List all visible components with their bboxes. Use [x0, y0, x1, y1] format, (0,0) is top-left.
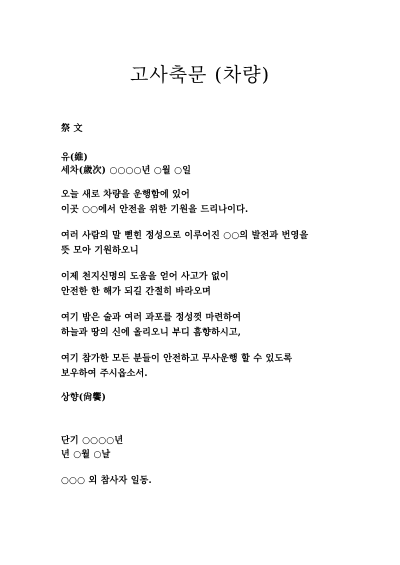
document-line: 단기 ○○○○년 — [61, 436, 124, 446]
document-line: 세차(歲次) ○○○○년 ○월 ○일 — [61, 166, 192, 176]
document-line: ○○○ 외 참사자 일동. — [61, 476, 152, 486]
document-line: 년 ○월 ○날 — [61, 450, 111, 460]
document-line: 하늘과 땅의 신에 올리오니 부디 흠향하시고, — [61, 328, 242, 338]
document-line: 상향(尙饗) — [61, 393, 107, 403]
document-line: 오늘 새로 차량을 운행함에 있어 — [61, 190, 190, 200]
document-line: 유(維) — [61, 153, 89, 163]
document-heading: 祭 文 — [61, 124, 83, 134]
document-line: 뜻 모아 기원하오니 — [61, 246, 139, 256]
document-title: 고사축문 (차량) — [130, 64, 270, 86]
document-line: 여기 밤은 술과 여러 과포를 정성껏 마련하여 — [61, 313, 242, 323]
document-line: 여러 사람의 말 뻗힌 정성으로 이루어진 ○○의 발전과 번영을 — [61, 231, 309, 241]
document-line: 이제 천지신명의 도움을 얻어 사고가 없이 — [61, 272, 229, 282]
document-line: 여기 참가한 모든 분들이 안전하고 무사운행 할 수 있도록 — [61, 354, 293, 364]
document-line: 안전한 한 해가 되길 간절히 바라오며 — [61, 287, 212, 297]
document-line: 이곳 ○○에서 안전을 위한 기원을 드리나이다. — [61, 205, 249, 215]
document-line: 보우하여 주시옵소서. — [61, 369, 148, 379]
